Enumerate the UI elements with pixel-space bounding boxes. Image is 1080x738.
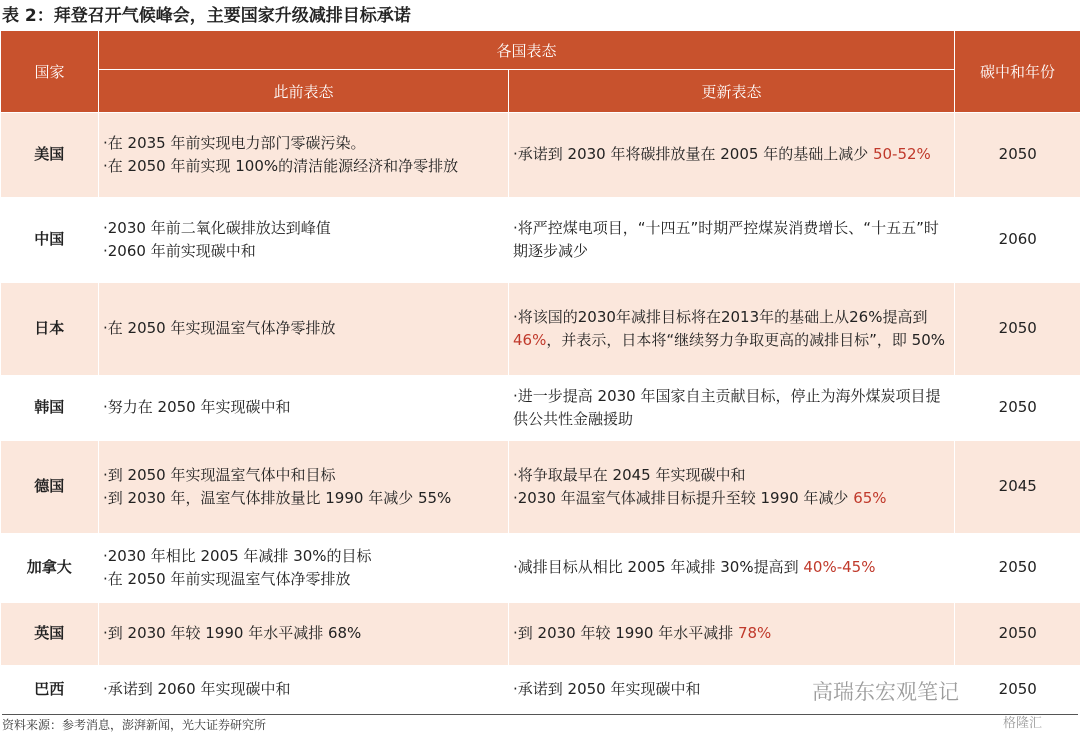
after-text: ·减排目标从相比 2005 年减排 30%提高到: [513, 558, 804, 576]
header-before: 此前表态: [99, 70, 509, 113]
country-cell: 加拿大: [1, 533, 99, 603]
before-cell: [99, 197, 509, 283]
before-line: ·在 2050 年前实现温室气体净零排放: [103, 569, 351, 588]
after-text: ·承诺到 2050 年实现碳中和: [513, 680, 701, 698]
year-cell: 2050: [955, 113, 1080, 197]
highlight-value: 65%: [853, 488, 887, 507]
before-line: ·努力在 2050 年实现碳中和: [103, 398, 291, 416]
before-cell: [99, 533, 509, 603]
before-cell: [99, 113, 509, 197]
country-cell: 德国: [1, 441, 99, 533]
watermark-logo: 格隆汇: [1003, 716, 1043, 731]
after-cell: [509, 603, 955, 665]
before-line: ·承诺到 2060 年实现碳中和: [103, 680, 291, 698]
table-title: 表 2：拜登召开气候峰会，主要国家升级减排目标承诺: [2, 6, 411, 26]
highlight-value: 40%-45%: [803, 558, 876, 576]
after-cell: [509, 113, 955, 197]
header-year: 碳中和年份: [955, 31, 1080, 113]
after-cell: [509, 197, 955, 283]
highlight-value: 78%: [737, 624, 772, 642]
country-cell: 日本: [1, 283, 99, 375]
before-line: ·在 2050 年前实现 100%的清洁能源经济和净零排放: [103, 156, 459, 175]
header-after: 更新表态: [509, 70, 955, 113]
after-text: ·将严控煤电项目，“十四五”时期严控煤炭消费增长、“十五五”时期逐步减少: [513, 218, 939, 260]
year-cell: 2050: [955, 375, 1080, 441]
table-row: [1, 197, 1080, 283]
after-text: ·进一步提高 2030 年国家自主贡献目标，停止为海外煤炭项目提供公共性金融援助: [513, 386, 941, 428]
after-cell: [509, 375, 955, 441]
year-cell: 2060: [955, 197, 1080, 283]
year-cell: 2050: [955, 533, 1080, 603]
table-row: [1, 283, 1080, 375]
highlight-value: 46%: [513, 330, 547, 349]
after-text: ·承诺到 2030 年将碳排放量在 2005 年的基础上减少: [513, 145, 873, 164]
after-line: ·将争取最早在 2045 年实现碳中和: [513, 465, 746, 484]
before-line: ·在 2050 年实现温室气体净零排放: [103, 319, 336, 337]
before-cell: [99, 603, 509, 665]
year-cell: 2050: [955, 603, 1080, 665]
year-cell: 2045: [955, 441, 1080, 533]
country-cell: 英国: [1, 603, 99, 665]
after-text: ·到 2030 年较 1990 年水平减排: [513, 624, 738, 642]
table-row: [1, 603, 1080, 665]
before-cell: [99, 665, 509, 715]
table-row: [1, 375, 1080, 441]
country-cell: 美国: [1, 113, 99, 197]
after-line: [513, 487, 950, 510]
source-note: 资料来源：参考消息，澎湃新闻，光大证券研究所: [2, 714, 1078, 733]
table-row: [1, 113, 1080, 197]
header-country: 国家: [1, 31, 99, 113]
before-line: ·到 2030 年，温室气体排放量比 1990 年减少 55%: [103, 488, 452, 507]
emission-table: [0, 30, 1080, 715]
highlight-value: 50-52%: [872, 145, 931, 164]
table-row: [1, 441, 1080, 533]
year-cell: 2050: [955, 665, 1080, 715]
year-cell: 2050: [955, 283, 1080, 375]
country-cell: 韩国: [1, 375, 99, 441]
header-group: 各国表态: [99, 31, 955, 70]
after-cell: [509, 441, 955, 533]
after-text: ·2030 年温室气体减排目标提升至较 1990 年减少: [513, 488, 854, 507]
after-cell: [509, 533, 955, 603]
table-row: [1, 533, 1080, 603]
before-line: ·到 2030 年较 1990 年水平减排 68%: [103, 624, 362, 642]
before-cell: [99, 375, 509, 441]
country-cell: 巴西: [1, 665, 99, 715]
before-cell: [99, 283, 509, 375]
before-line: ·到 2050 年实现温室气体中和目标: [103, 465, 336, 484]
before-line: ·2030 年相比 2005 年减排 30%的目标: [103, 546, 372, 565]
after-text: ，并表示，日本将“继续努力争取更高的减排目标”，即 50%: [546, 330, 945, 349]
before-cell: [99, 441, 509, 533]
before-line: ·2060 年前实现碳中和: [103, 241, 256, 260]
country-cell: 中国: [1, 197, 99, 283]
before-line: ·2030 年前二氧化碳排放达到峰值: [103, 218, 331, 237]
after-text: ·将该国的2030年减排目标将在2013年的基础上从26%提高到: [513, 307, 928, 326]
after-cell: [509, 283, 955, 375]
watermark: 高瑞东宏观笔记: [812, 680, 959, 704]
before-line: ·在 2035 年前实现电力部门零碳污染。: [103, 133, 366, 152]
